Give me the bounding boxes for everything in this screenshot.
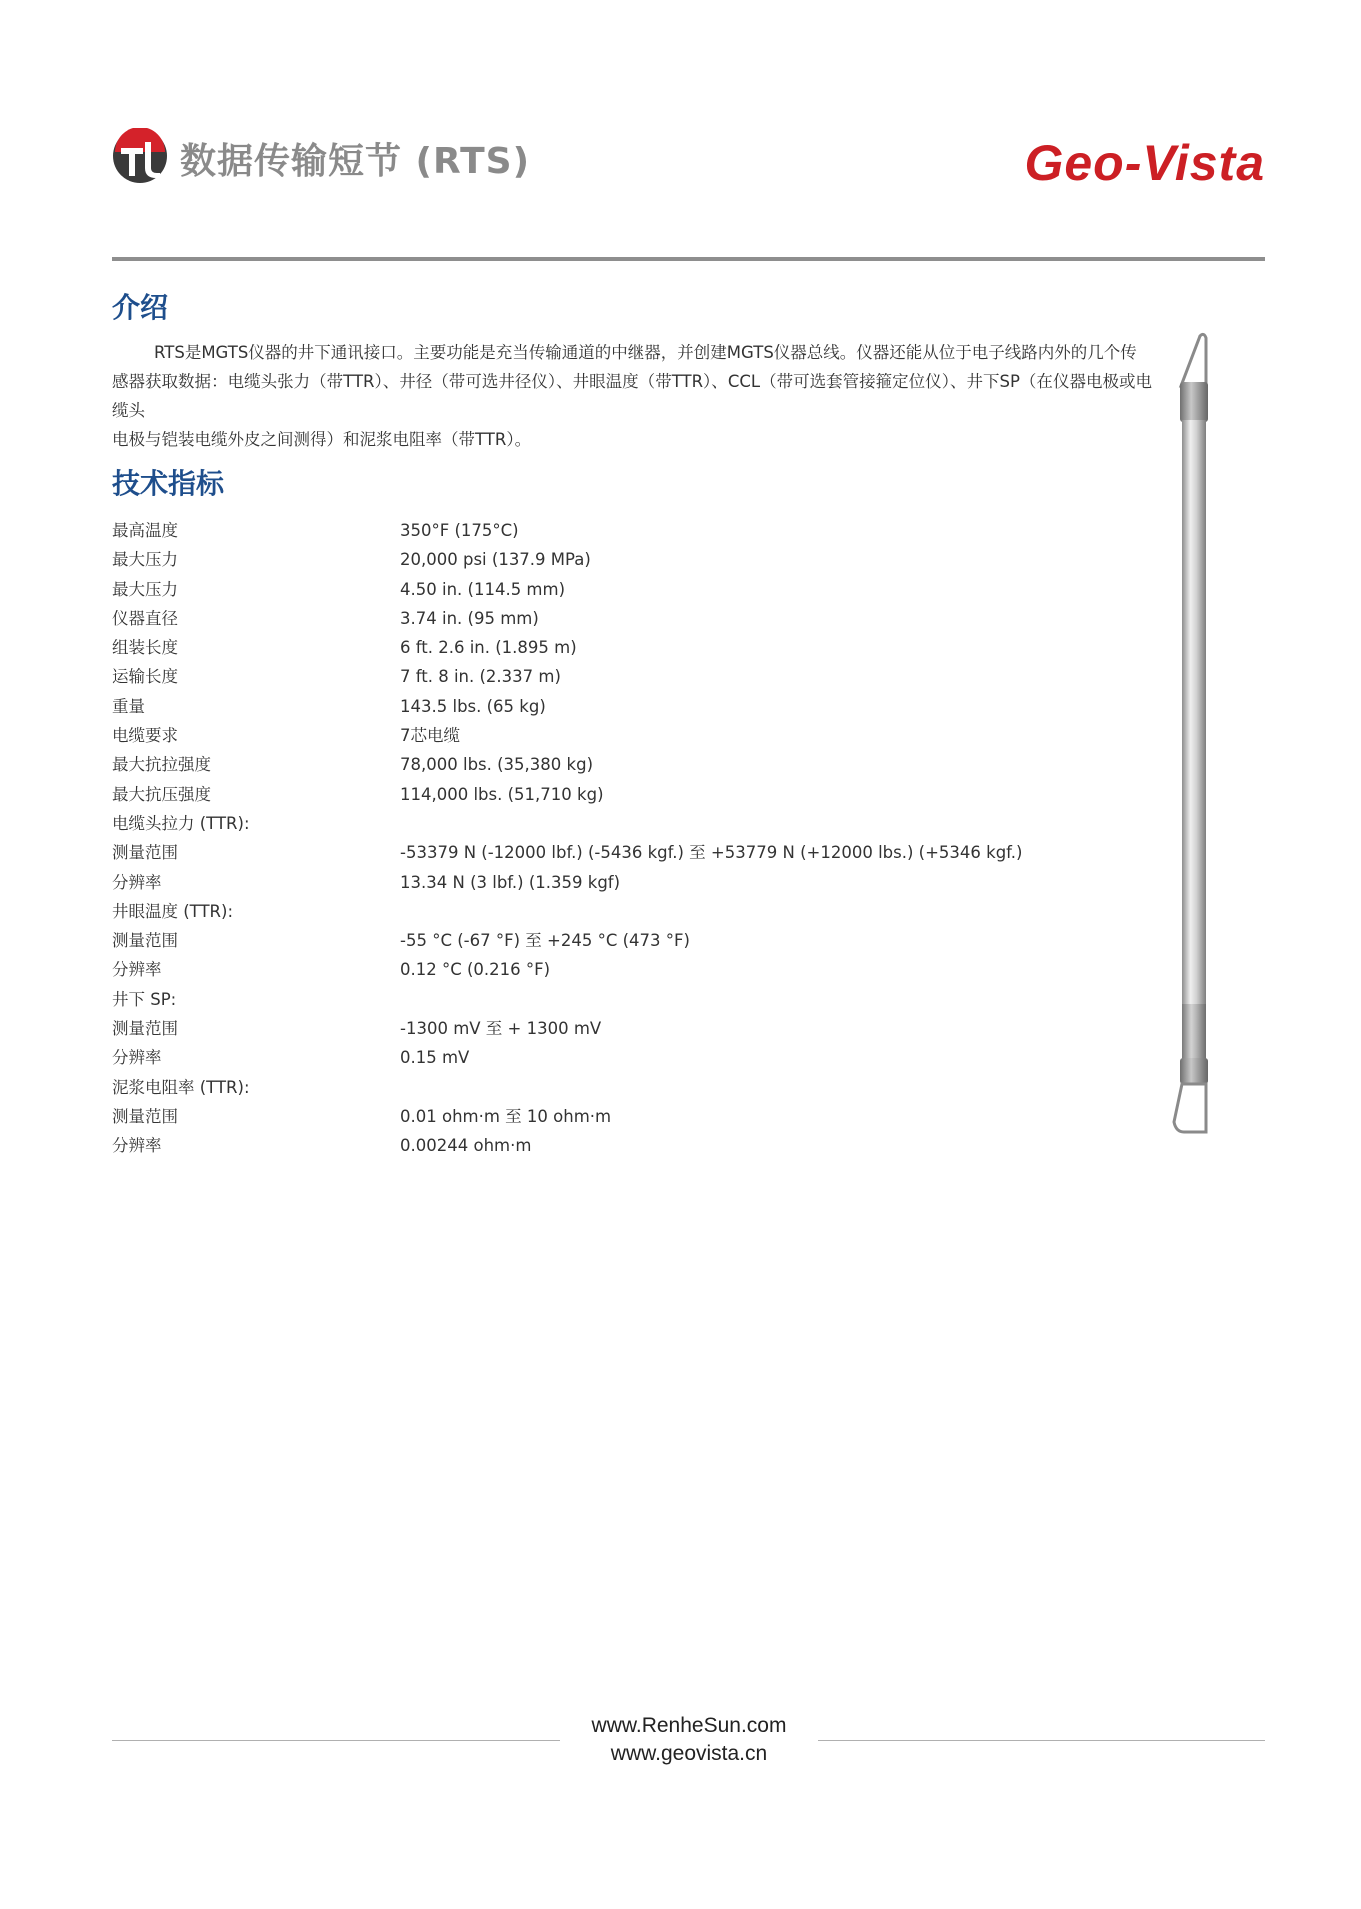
intro-line: 电极与铠装电缆外皮之间测得）和泥浆电阻率（带TTR）。 <box>112 430 532 449</box>
spec-value: 0.15 mV <box>400 1048 470 1068</box>
rts-tool-image <box>1168 332 1218 1138</box>
spec-label: 最高温度 <box>112 521 178 540</box>
spec-label: 运输长度 <box>112 667 178 687</box>
spec-group-label: 井眼温度 (TTR): <box>112 901 234 921</box>
brand-logo: Geo-Vista <box>1024 135 1265 191</box>
spec-label: 分辨率 <box>112 960 162 980</box>
spec-value: -53379 N (-12000 lbf.) (-5436 kgf.) 至 +53779 N (+12000 lbs.) (+5346 kgf.) <box>400 843 1023 863</box>
spec-value: 143.5 lbs. (65 kg) <box>400 696 546 716</box>
spec-value: 6 ft. 2.6 in. (1.895 m) <box>400 638 577 658</box>
spec-label: 测量范围 <box>112 931 178 951</box>
spec-value: 114,000 lbs. (51,710 kg) <box>400 784 604 804</box>
spec-value: 350°F (175°C) <box>400 521 519 540</box>
spec-value: 7芯电缆 <box>400 726 460 746</box>
spec-label: 仪器直径 <box>112 608 178 628</box>
spec-label: 测量范围 <box>112 1019 178 1039</box>
spec-value: 0.00244 ohm·m <box>400 1136 532 1156</box>
intro-heading: 介绍 <box>112 291 169 324</box>
spec-group-label: 电缆头拉力 (TTR): <box>112 813 250 833</box>
spec-label: 测量范围 <box>112 1106 178 1126</box>
intro-line: 感器获取数据：电缆头张力（带TTR）、井径（带可选井径仪）、井眼温度（带TTR）、CCL（带可选套管接箍定位仪）、井下SP（在仪器电极或电缆头 <box>112 372 1152 420</box>
footer-link-renhesun[interactable]: www.RenheSun.com <box>591 1714 787 1737</box>
rts-logo-icon <box>112 128 168 184</box>
spec-value: 0.01 ohm·m 至 10 ohm·m <box>400 1106 612 1126</box>
spec-value: 78,000 lbs. (35,380 kg) <box>400 755 594 775</box>
spec-group-label: 泥浆电阻率 (TTR): <box>112 1077 250 1097</box>
spec-value: 4.50 in. (114.5 mm) <box>400 579 566 599</box>
footer-links <box>560 1712 818 1768</box>
footer-divider <box>112 1740 560 1741</box>
spec-label: 分辨率 <box>112 1136 162 1156</box>
spec-label: 最大压力 <box>112 550 178 570</box>
spec-group-label: 井下 SP: <box>112 989 177 1009</box>
spec-value: -55 °C (-67 °F) 至 +245 °C (473 °F) <box>400 931 690 951</box>
spec-value: 20,000 psi (137.9 MPa) <box>400 550 591 570</box>
spec-label: 组装长度 <box>112 638 178 658</box>
spec-label: 最大压力 <box>112 579 178 599</box>
spec-label: 重量 <box>112 696 145 716</box>
intro-line: RTS是MGTS仪器的井下通讯接口。主要功能是充当传输通道的中继器，并创建MGTS仪器总线。仪器还能从位于电子线路内外的几个传 <box>154 343 1137 362</box>
spec-value: -1300 mV 至 + 1300 mV <box>400 1019 602 1039</box>
spec-label: 最大抗压强度 <box>112 784 211 804</box>
spec-label: 分辨率 <box>112 872 162 892</box>
spec-label: 测量范围 <box>112 843 178 863</box>
spec-label: 分辨率 <box>112 1048 162 1068</box>
spec-value: 13.34 N (3 lbf.) (1.359 kgf) <box>400 872 621 892</box>
footer-divider <box>818 1740 1265 1741</box>
specs-heading: 技术指标 <box>112 467 225 500</box>
spec-label: 电缆要求 <box>112 726 178 746</box>
intro-paragraph <box>112 338 1152 454</box>
spec-value: 0.12 °C (0.216 °F) <box>400 960 551 980</box>
spec-value: 7 ft. 8 in. (2.337 m) <box>400 667 561 687</box>
header-divider <box>112 257 1265 261</box>
footer-link-geovista[interactable]: www.geovista.cn <box>610 1742 768 1765</box>
document-title: 数据传输短节 (RTS) <box>180 141 531 182</box>
spec-value: 3.74 in. (95 mm) <box>400 608 539 628</box>
spec-label: 最大抗拉强度 <box>112 755 211 775</box>
